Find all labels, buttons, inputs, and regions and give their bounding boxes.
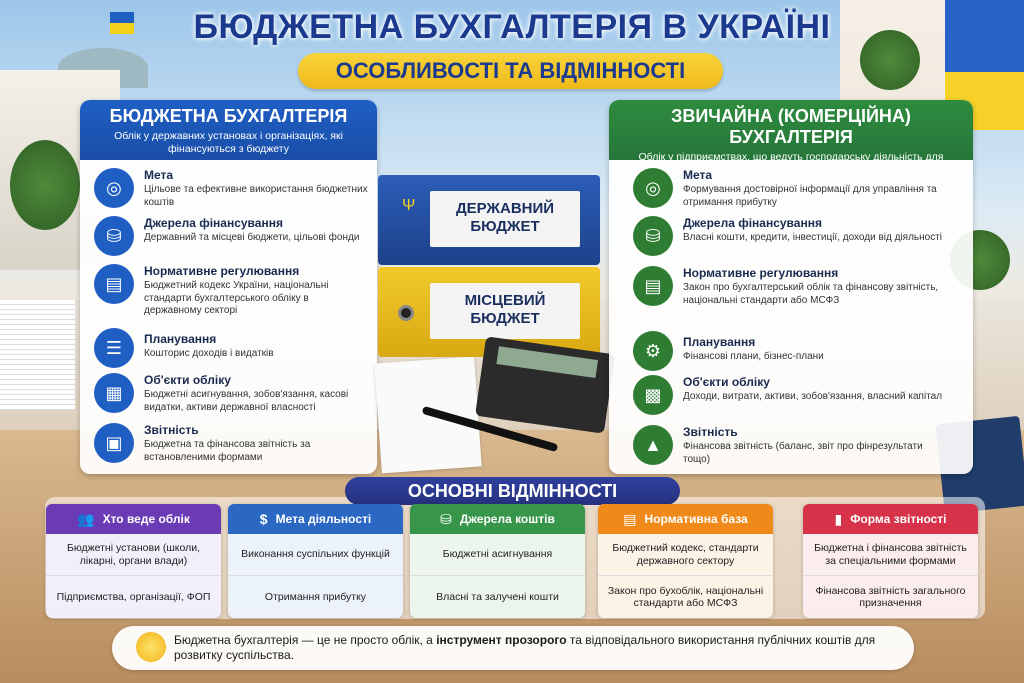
item-title: Звітність bbox=[683, 425, 738, 439]
budget-row: Бюджетна і фінансова звітність за спеціальними формами bbox=[803, 534, 978, 576]
list-item bbox=[633, 375, 943, 415]
item-title: Мета bbox=[683, 168, 713, 182]
list-item bbox=[94, 328, 274, 368]
document-icon: ▤ bbox=[633, 266, 673, 306]
item-text: Власні кошти, кредити, інвестиції, доходи від діяльності bbox=[683, 232, 943, 243]
difference-column bbox=[803, 504, 978, 618]
ledger-icon: ▦ bbox=[94, 373, 134, 413]
target-icon: ◎ bbox=[633, 168, 673, 208]
document-icon: ▤ bbox=[623, 510, 637, 527]
commercial-row: Підприємства, організації, ФОП bbox=[56, 590, 211, 603]
column-header bbox=[803, 504, 978, 534]
people-icon: 👥 bbox=[77, 510, 95, 527]
item-title: Нормативне регулювання bbox=[683, 266, 839, 280]
item-title: Об'єкти обліку bbox=[683, 375, 770, 389]
page-subtitle: ОСОБЛИВОСТІ ТА ВІДМІННОСТІ bbox=[298, 53, 723, 89]
binder-label: МІСЦЕВИЙ БЮДЖЕТ bbox=[430, 283, 580, 339]
list-item bbox=[633, 216, 943, 256]
column-header bbox=[598, 504, 773, 534]
box-icon: ▩ bbox=[633, 375, 673, 415]
trident-icon: Ψ bbox=[402, 197, 416, 214]
report-icon: ▣ bbox=[94, 423, 134, 463]
item-text: Фінансова звітність (баланс, звіт про фінрезультати тощо) bbox=[683, 441, 923, 465]
item-title: Джерела фінансування bbox=[683, 216, 822, 230]
column-header-label: Форма звітності bbox=[850, 512, 947, 526]
item-text: Бюджетна та фінансова звітність за встановленими формами bbox=[144, 439, 311, 463]
item-text: Бюджетний кодекс України, національні стандарти бухгалтерського обліку в державному секторі bbox=[144, 280, 329, 316]
list-item bbox=[94, 423, 359, 464]
gear-icon: ⚙ bbox=[633, 331, 673, 371]
item-title: Планування bbox=[144, 332, 217, 346]
list-item bbox=[633, 266, 943, 307]
budget-row: Бюджетний кодекс, стандарти державного сектору bbox=[598, 534, 773, 576]
paper-stack bbox=[0, 300, 75, 410]
column-header bbox=[228, 504, 403, 534]
chart-icon: ▲ bbox=[633, 425, 673, 465]
difference-column bbox=[598, 504, 773, 618]
item-text: Фінансові плани, бізнес-плани bbox=[683, 351, 824, 362]
item-title: Нормативне регулювання bbox=[144, 264, 300, 278]
differences-title: ОСНОВНІ ВІДМІННОСТІ bbox=[345, 477, 680, 505]
coins-icon: ⛁ bbox=[633, 216, 673, 256]
item-title: Джерела фінансування bbox=[144, 216, 283, 230]
binder-ring bbox=[398, 305, 414, 321]
list-item bbox=[633, 168, 943, 209]
state-budget-binder bbox=[378, 175, 600, 265]
item-title: Планування bbox=[683, 335, 756, 349]
list-item bbox=[94, 264, 359, 318]
commercial-row: Отримання прибутку bbox=[264, 590, 367, 603]
item-title: Об'єкти обліку bbox=[144, 373, 231, 387]
item-text: Кошторис доходів і видатків bbox=[144, 348, 274, 359]
panel-header bbox=[80, 100, 377, 160]
list-item bbox=[633, 331, 943, 371]
difference-column bbox=[46, 504, 221, 618]
item-text: Доходи, витрати, активи, зобов'язання, власний капітал bbox=[683, 391, 943, 402]
list-item bbox=[94, 216, 359, 256]
item-text: Бюджетні асигнування, зобов'язання, касові видатки, активи державної власності bbox=[144, 389, 349, 413]
difference-column bbox=[410, 504, 585, 618]
item-title: Мета bbox=[144, 168, 174, 182]
binder-label: ДЕРЖАВНИЙ БЮДЖЕТ bbox=[430, 191, 580, 247]
budget-row: Бюджетні установи (школи, лікарні, органи влади) bbox=[46, 534, 221, 576]
tree-icon bbox=[10, 140, 80, 230]
commercial-row: Фінансова звітність загального призначення bbox=[815, 584, 966, 609]
budget-row: Бюджетні асигнування bbox=[410, 534, 585, 576]
bar-chart-icon: ▮ bbox=[834, 510, 843, 527]
panel-description: Облік у державних установах і організаціях, які фінансуються з бюджету bbox=[114, 130, 343, 155]
column-header-label: Нормативна база bbox=[644, 512, 748, 526]
list-item bbox=[94, 168, 377, 209]
note-text: Бюджетна бухгалтерія — це не просто облік, а інструмент прозорого та відповідального використання публічних коштів для розвитку суспільства. bbox=[174, 633, 876, 662]
page-title: БЮДЖЕТНА БУХГАЛТЕРІЯ В УКРАЇНІ bbox=[193, 8, 831, 46]
column-header bbox=[46, 504, 221, 534]
column-header bbox=[410, 504, 585, 534]
item-text: Цільове та ефективне використання бюджетних коштів bbox=[144, 184, 368, 208]
coins-icon: ⛁ bbox=[94, 216, 134, 256]
coins-icon: ⛁ bbox=[440, 510, 452, 527]
list-item bbox=[633, 425, 943, 466]
panel-heading: ЗВИЧАЙНА (КОМЕРЦІЙНА) БУХГАЛТЕРІЯ bbox=[671, 106, 911, 147]
budget-row: Виконання суспільних функцій bbox=[228, 534, 403, 576]
item-text: Державний та місцеві бюджети, цільові фонди bbox=[144, 232, 360, 243]
footer-note bbox=[112, 626, 914, 670]
money-bag-icon: $ bbox=[259, 511, 268, 527]
commercial-row: Закон про бухоблік, національні стандарти або МСФЗ bbox=[607, 584, 764, 609]
item-text: Закон про бухгалтерський облік та фінансову звітність, національні стандарти або МСФЗ bbox=[683, 282, 939, 306]
column-header-label: Джерела коштів bbox=[459, 512, 555, 526]
column-header-label: Хто веде облік bbox=[102, 512, 190, 526]
lightbulb-icon bbox=[136, 632, 166, 662]
column-header-label: Мета діяльності bbox=[275, 512, 372, 526]
panel-heading: БЮДЖЕТНА БУХГАЛТЕРІЯ bbox=[109, 106, 348, 126]
target-icon: ◎ bbox=[94, 168, 134, 208]
document-icon: ▤ bbox=[94, 264, 134, 304]
item-title: Звітність bbox=[144, 423, 199, 437]
commercial-accounting-panel bbox=[609, 100, 973, 474]
list-item bbox=[94, 373, 359, 414]
panel-description: Облік у підприємствах, що ведуть господарську діяльність для отримання прибутку bbox=[638, 151, 944, 176]
budget-accounting-panel bbox=[80, 100, 377, 474]
difference-column bbox=[228, 504, 403, 618]
commercial-row: Власні та залучені кошти bbox=[436, 590, 559, 603]
clipboard-icon: ☰ bbox=[94, 328, 134, 368]
item-text: Формування достовірної інформації для управління та отримання прибутку bbox=[683, 184, 937, 208]
